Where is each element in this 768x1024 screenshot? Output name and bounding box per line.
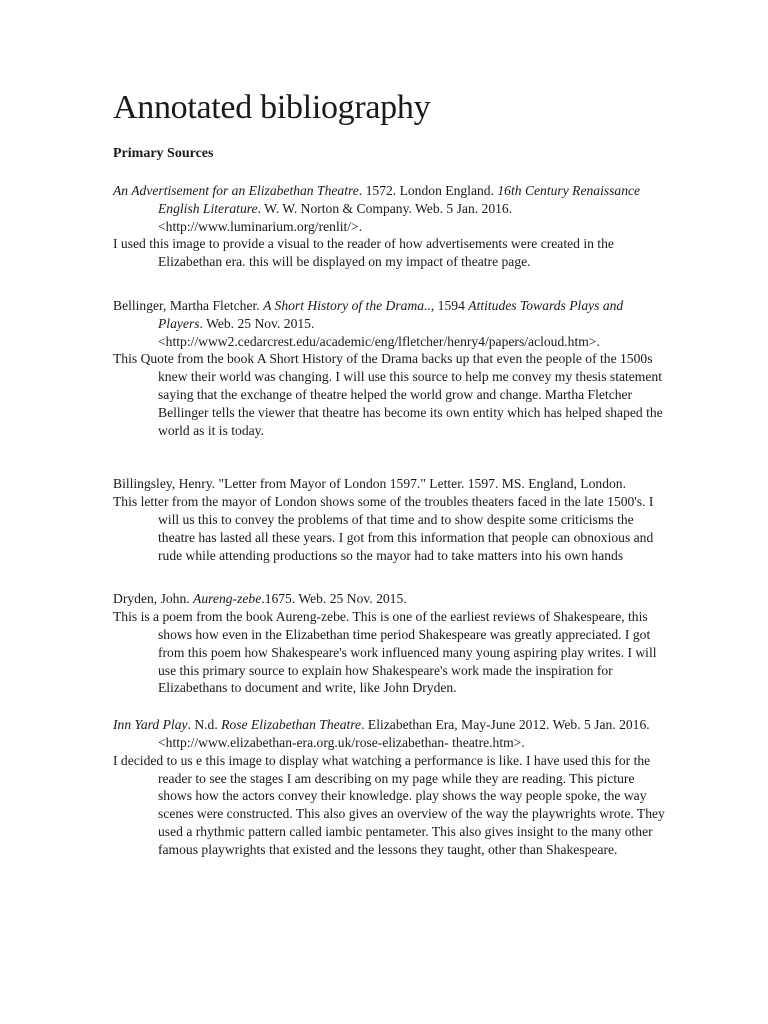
citation-title: A Short History of the Drama..	[263, 297, 431, 313]
page-title: Annotated bibliography	[113, 89, 431, 126]
annotation: This Quote from the book A Short History of the Drama backs up that even the people of the 1500s knew their world was changing. I will use this source to help me convey my thesis statement saying that the exchange of theatre helped the world grow and change. Martha Fletcher Bellinger tells the viewer that theatre has become its own entity which has helped shaped the world as it is today.	[113, 351, 663, 438]
citation: Bellinger, Martha Fletcher. A Short History of the Drama.., 1594 Attitudes Towards Plays and Players. Web. 25 Nov. 2015. <http://www2.cedarcrest.edu/academic/eng/lfletcher/henry4/papers/acloud.htm>.	[113, 297, 624, 349]
citation-title: Inn Yard Play	[113, 717, 188, 733]
citation-title: An Advertisement for an Elizabethan Theatre	[113, 183, 359, 198]
citation: An Advertisement for an Elizabethan Theatre. 1572. London England. 16th Century Renaissance English Literature. W. W. Norton & Company. Web. 5 Jan. 2016. <http://www.luminarium.org/renlit/>.	[113, 183, 641, 234]
bibliography-entry	[113, 475, 668, 564]
citation: Dryden, John. Aureng-zebe.1675. Web. 25 Nov. 2015.	[113, 591, 407, 607]
section-heading: Primary Sources	[113, 146, 214, 161]
citation-collection: Attitudes Towards Plays and Players	[158, 297, 624, 331]
bibliography-entry	[113, 590, 668, 697]
citation-collection: Rose Elizabethan Theatre	[221, 717, 362, 733]
citation-collection: 16th Century Renaissance English Literature	[158, 183, 641, 216]
annotation: I decided to us e this image to display what watching a performance is like. I have used this for the reader to see the stages I am describing on my page while they are reading. This picture shows how the actors convey their knowledge. play shows the way people spoke, the way scenes were constructed. This also gives an overview of the way the playwrights wrote. They used a rhythmic pattern called iambic pentameter. This also gives insight to the many other famous playwrights that existed and the lessons they taught, other than Shakespeare.	[113, 752, 665, 857]
annotation: This letter from the mayor of London shows some of the troubles theaters faced in the late 1500's. I will us this to convey the problems of that time and to show despite some criticisms the theatre has lasted all these years. I got from this information that people can obnoxious and rude while attending productions so the mayor had to take matters into his own hands	[113, 494, 654, 563]
bibliography-entry	[113, 182, 668, 271]
citation: Inn Yard Play. N.d. Rose Elizabethan Theatre. Elizabethan Era, May-June 2012. Web. 5 Jan. 2016. <http://www.elizabethan-era.org.uk/rose-elizabethan- theatre.htm>.	[113, 717, 650, 750]
bibliography-entry	[113, 297, 668, 439]
citation: Billingsley, Henry. "Letter from Mayor of London 1597." Letter. 1597. MS. England, London.	[113, 476, 626, 492]
annotation: This is a poem from the book Aureng-zebe. This is one of the earliest reviews of Shakespeare, this shows how even in the Elizabethan time period Shakespeare was greatly appreciated. I got from this poem how Shakespeare's work influenced many young aspiring play writes. I will use this primary source to explain how Shakespeare's work made the inspiration for Elizabethans to document and write, like John Dryden.	[113, 609, 657, 696]
bibliography-entry	[113, 716, 668, 858]
citation-title: Aureng-zebe	[193, 591, 262, 607]
annotation: I used this image to provide a visual to the reader of how advertisements were created in the Elizabethan era. this will be displayed on my impact of theatre page.	[113, 236, 614, 270]
